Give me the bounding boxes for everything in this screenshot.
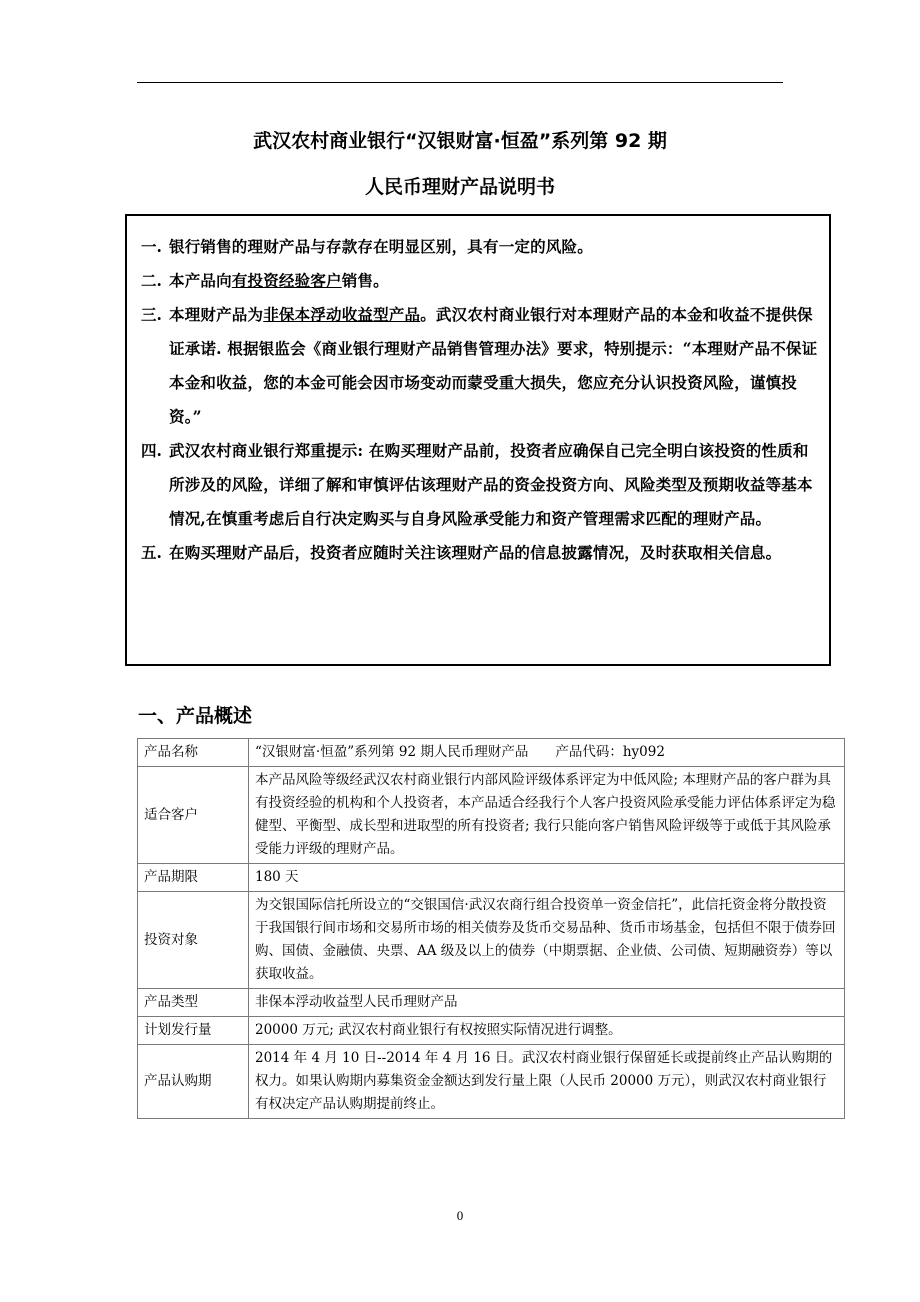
risk-notice-box bbox=[125, 214, 831, 666]
notice-item: 四. 武汉农村商业银行郑重提示: 在购买理财产品前，投资者应确保自己完全明白该投资的性质和所涉及的风险，详细了解和审慎评估该理财产品的资金投资方向、风险类型及预期收益等基本情况,在慎重考虑后自行决定购买与自身风险承受能力和资产管理需求匹配的理财产品。 bbox=[141, 441, 813, 528]
notice-item: 三. 本理财产品为非保本浮动收益型产品。武汉农村商业银行对本理财产品的本金和收益不提供保证承诺. 根据银监会《商业银行理财产品销售管理办法》要求，特别提示：“本理财产品不保证本金和收益，您的本金可能会因市场变动而蒙受重大损失，您应充分认识投资风险，谨慎投资。” bbox=[141, 305, 818, 426]
row-value: 180 天 bbox=[249, 864, 845, 892]
underlined-term: 非保本浮动收益型产品 bbox=[263, 305, 421, 324]
notice-item: 一. 银行销售的理财产品与存款存在明显区别，具有一定的风险。 bbox=[141, 237, 593, 256]
row-key: 投资对象 bbox=[138, 892, 249, 989]
underlined-term: 有投资经验客户 bbox=[231, 271, 342, 290]
table-row bbox=[138, 739, 845, 767]
header-rule bbox=[137, 82, 783, 83]
table-row bbox=[138, 1017, 845, 1045]
page-number: 0 bbox=[456, 1208, 464, 1223]
row-key: 产品名称 bbox=[138, 739, 249, 767]
row-value: “汉银财富·恒盈”系列第 92 期人民币理财产品 产品代码：hy092 bbox=[249, 739, 845, 767]
row-key: 产品类型 bbox=[138, 989, 249, 1017]
notice-item: 二. 本产品向有投资经验客户销售。 bbox=[141, 271, 389, 290]
section-heading: 一、产品概述 bbox=[138, 705, 253, 727]
row-value: 为交银国际信托所设立的“交银国信·武汉农商行组合投资单一资金信托”，此信托资金将分散投资于我国银行间市场和交易所市场的相关债券及货币交易品种、货币市场基金，包括但不限于债券回购、国债、金融债、央票、AA 级及以上的债券（中期票据、企业债、公司债、短期融资券）等以获取收益。 bbox=[249, 892, 845, 989]
document-title: 武汉农村商业银行“汉银财富·恒盈”系列第 92 期 bbox=[253, 130, 667, 152]
row-value: 20000 万元; 武汉农村商业银行有权按照实际情况进行调整。 bbox=[249, 1017, 845, 1045]
notice-item: 五. 在购买理财产品后，投资者应随时关注该理财产品的信息披露情况，及时获取相关信息。 bbox=[141, 543, 782, 562]
document-subtitle: 人民币理财产品说明书 bbox=[364, 176, 555, 198]
row-key: 产品期限 bbox=[138, 864, 249, 892]
table-row bbox=[138, 989, 845, 1017]
row-value: 2014 年 4 月 10 日--2014 年 4 月 16 日。武汉农村商业银行保留延长或提前终止产品认购期的权力。如果认购期内募集资金金额达到发行量上限（人民币 20000 万元），则武汉农村商业银行有权决定产品认购期提前终止。 bbox=[249, 1045, 845, 1119]
row-value: 非保本浮动收益型人民币理财产品 bbox=[249, 989, 845, 1017]
product-overview-table bbox=[137, 738, 845, 1119]
row-key: 计划发行量 bbox=[138, 1017, 249, 1045]
row-key: 适合客户 bbox=[138, 767, 249, 864]
table-row bbox=[138, 864, 845, 892]
table-row bbox=[138, 892, 845, 989]
table-row bbox=[138, 1045, 845, 1119]
row-value: 本产品风险等级经武汉农村商业银行内部风险评级体系评定为中低风险; 本理财产品的客户群为具有投资经验的机构和个人投资者，本产品适合经我行个人客户投资风险承受能力评估体系评定为稳健型、平衡型、成长型和进取型的所有投资者; 我行只能向客户销售风险评级等于或低于其风险承受能力评级的理财产品。 bbox=[249, 767, 845, 864]
row-key: 产品认购期 bbox=[138, 1045, 249, 1119]
table-row bbox=[138, 767, 845, 864]
